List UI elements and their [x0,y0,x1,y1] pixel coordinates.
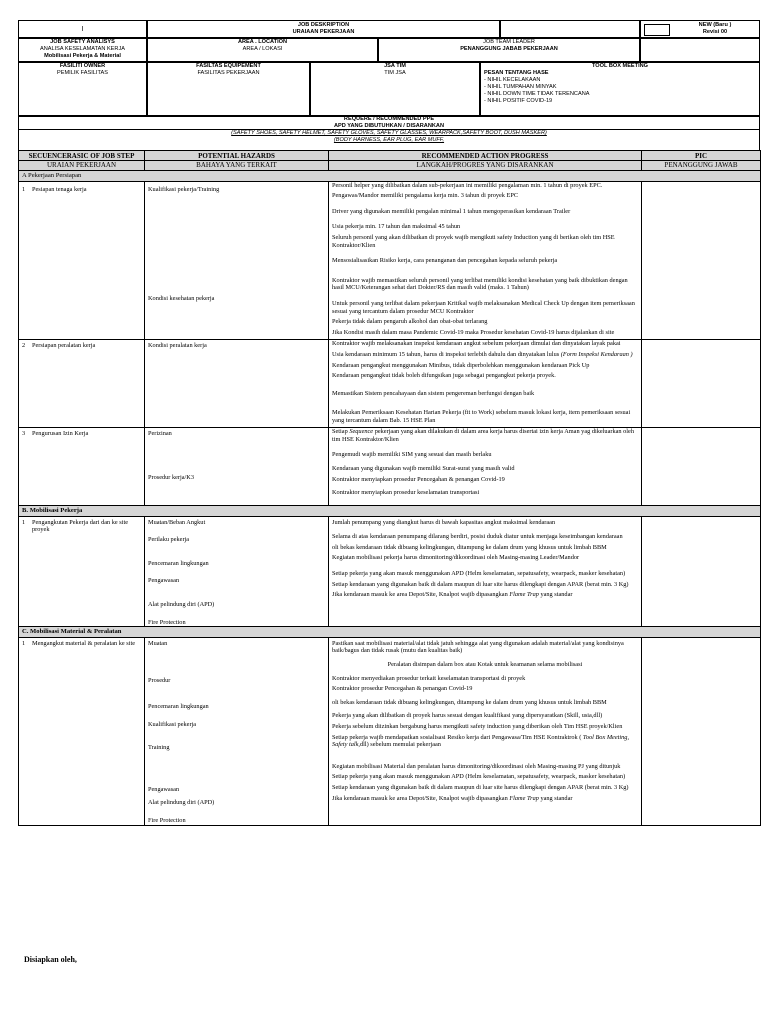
action-text: Kendaraan pengangkut tidak boleh difungsikan juga sebagai pengangkut pekerja proyek. [332,372,556,380]
table-row [19,181,761,340]
new-checkbox [644,24,670,36]
document-header [18,20,760,130]
team-sub: TIM JSA [384,70,406,76]
action-text: Pekerja tidak dalam pengaruh alkohol dan obat-obat terlarang [332,318,488,326]
area-title: AREA . LOCATION [237,39,288,45]
pic-cell [642,637,761,825]
section-b-title: B. Mobilisasi Pekerja [19,506,761,517]
table-row [19,516,761,627]
action-text: Jika kendaraan masuk ke area Depot/Site, Knalpot wajib dipasangkan Flame Trap yang standar [332,794,573,802]
action-text: Setiap kendaraan yang digunakan baik di dalam maupun di luar site harus dilengkapi dengan APAR (berat min. 3 Kg) [332,580,629,588]
pic-cell [642,181,761,340]
col-hazard-sub: BAHAYA YANG TERKAIT [145,161,329,171]
hazard-text: Pengawasan [148,785,180,793]
pic-cell [642,516,761,627]
hse-item: - NIHIL POSITIF COVID-19 [484,98,553,104]
column-header-row [19,151,761,161]
job-description-cell [147,20,500,38]
action-text: Pekerja yang akan dilibatkan di proyek harus sesuai dengan kualifikasi yang dipersyaratkan (Skill, usia,dll) [332,712,603,720]
hazard-text: Alat pelindung diri (APD) [148,601,215,608]
hazard-text: Kualifikasi pekerja/Training [148,185,220,193]
action-text: Pekerja sebelum diizinkan bergabung harus mengikuti safety induction yang diberikan oleh Tim HSE proyek/Klien [332,722,623,730]
owner-title: FASILITI OWNER [59,63,106,69]
col-hazard-header: POTENTIAL HAZARDS [145,151,329,161]
pic-cell [642,340,761,428]
leader-sub: PENANGGUNG JABAB PEKERJAAN [460,46,558,52]
job-description-sub: URAIAAN PEKERJAAN [292,29,355,35]
action-text: Untuk personil yang terlibat dalam pekerjaan Kritikal wajib melaksanakan Medical Check Up dengan item pemeriksaan sesuai yang tercantum dalam prosedur MCU Kontraktor [332,299,635,315]
table-row [19,637,761,825]
hazard-text: Perizinan [148,430,172,438]
section-a-title: A Pekerjaan Persiapan [19,171,761,182]
hazard-cell [145,181,329,340]
col-step-sub: URAIAN PEKERJAAN [19,161,145,171]
action-text: Setiap Sequence pekerjaan yang akan dilakukan di dalam area kerja harus disertai izin kerja Aman yag dikeluarkan oleh tim HSE Kontraktor/Klien [332,428,634,444]
step-number: 1 [22,518,26,526]
action-text: Kendaraan yang digunakan wajib memiliki Surat-surat yang masih valid [332,465,515,473]
action-text: Mensosialisasikan Risiko kerja, cara penanganan dan pencegahan kepada seluruh pekerja [332,257,558,265]
section-c-title: C. Mobilisasi Material & Peralatan [19,627,761,638]
header-blank-cell [500,20,640,38]
step-number: 3 [22,430,26,438]
area-cell [147,38,378,62]
ppe-title: REQUERE / RECOMMENDED PPE [343,116,435,122]
jsa-document [18,20,760,826]
action-text: Usia kendaraan minimum 15 tahun, harus di inspeksi terlebih dahulu dan dinyatakan lulus (Form Inspeksi Kendaraan ) [332,350,633,358]
step-number: 1 [22,639,26,647]
action-text: Kontraktor prosedur Pencegahan & penangan Covid-19 [332,685,473,693]
table-row [19,428,761,506]
action-text: Setiap pekerja yang akan masuk menggunakan APD (Helm keselamatan, sepatusafety, wearpack, masker kesehatan) [332,773,626,781]
action-text: Pastikan saat mobilisasi material/alat tidak jatuh sehingga alat yang digunakan adalah material/alat yang kondisinya baik/bagus dan tidak rusak (mutu dan kualitas baik) [332,639,624,655]
action-cell [329,428,642,506]
prepared-by-label: Disiapkan oleh, [24,955,77,964]
step-text: Mengangkut material & peralatan ke site [32,639,135,647]
action-text: Kontraktor wajib memastikan seluruh personil yang terlibat memiliki kondisi kesehatan yang baik dibuktikan dengan hasil MCU/Keterangan sehat dari Dokter/RS dan masih valid (maks. 1 Tahun) [332,276,628,292]
area-sub: AREA / LOKASI [242,46,283,52]
hse-item: - NIHIL KECELAKAAN [484,77,541,83]
action-text: Jika kendaraan masuk ke area Depot/Site, Knalpot wajib dipasangkan Flame Trap yang standar [332,591,573,599]
action-cell [329,340,642,428]
hazard-text: Alat pelindung diri (APD) [148,799,215,807]
action-text: Kendaraan pengangkut menggunakan Minibus, tidak diperbolehkan menggunakan kendaraan Pick Up [332,361,590,369]
action-text: Kontraktor menyediakan prosedur terkait keselamatan transportasi di proyek [332,674,526,682]
action-text: Melakukan Pemeriksaan Kesehatan Harian Pekerja (fit to Work) sebelum masuk lokasi kerja, item pemeriksaan sesuai yang tercantum dalam Bab. 15 HSE Plan [332,409,631,424]
action-text: Kegiatan mobilisasi pekerja harus dimonitoring/dikoordinasi oleh Masing-masing Leader/Mandor [332,554,580,562]
step-text: Pengangkutan Pekerja dari dan ke site proyek [32,518,128,534]
hazard-text: Pencemaran lingkungan [148,702,209,710]
hazard-cell [145,637,329,825]
step-number: 2 [22,342,26,350]
action-text: Kontraktor menyiapkan prosedur Pencegahan & penangan Covid-19 [332,475,505,483]
step-cell [19,516,145,627]
hazard-text: Perilaku pekerja [148,536,190,544]
action-text: Pengawas/Mandor memiliki pengalama kerja min. 3 tahun di proyek EPC [332,192,519,200]
hazard-text: Training [148,744,170,752]
hazard-cell [145,516,329,627]
owner-sub: PEMILIK FASILITAS [57,70,108,76]
toolbox-cell [480,62,760,116]
action-text: Driver yang digunakan memiliki pengalan minimal 1 tahun mengoperasikan kendaraan Trailer [332,207,571,215]
jsa-subtitle: ANALISA KESELAMATAN KERJA [40,46,125,52]
hazard-text: Kondisi peralatan kerja [148,342,207,350]
hazard-text: Fire Protection [148,618,186,626]
hazard-text: Muatan [148,639,168,647]
ppe-list-1: (SAFETY SHOES, SAFETY HELMET, SAFETY GLOVES, SAFETY GLASSES, WEARPACK,SAFETY BOOT, DUSH MASKER) [231,130,547,136]
hazard-cell [145,340,329,428]
action-text: Setiap pekerja wajib mendapatkan sosialisasi Resiko kerja dari Pengawasa/Tim HSE Kontraktrok ( Tool Box Meeting, Safety talk,dll) sebelum memulai pekerjaan [332,733,630,749]
action-text: Jumlah penumpang yang diangkut harus di bawah kapasitas angkut maksimal kendaraan [332,518,556,526]
col-pic-header: PIC [642,151,761,161]
new-label: NEW (Baru ) [698,22,732,28]
col-pic-sub: PENANGGUNG JAWAB [642,161,761,171]
hazard-text: Pengawasan [148,577,180,585]
leader-title: JOB TEAM LEADER [483,39,535,45]
action-text: Setiap kendaraan yang digunakan baik di dalam maupun di luar site harus dilengkapi dengan APAR (berat min. 3 Kg) [332,783,629,791]
action-cell [329,181,642,340]
equipment-sub: FASILITAS PEKERJAAN [197,70,260,76]
job-name: Mobilisasi Pekerja & Material [44,53,121,59]
hse-title: PESAN TENTANG HASE [484,70,549,76]
hse-item: - NIHIL TUMPAHAN MINYAK [484,84,557,90]
action-cell [329,516,642,627]
ppe-list-2: (BODY HARNESS, EAR PLUG, EAR MUFF, [333,137,445,143]
step-text: Pesiapan tenaga kerja [32,185,87,193]
column-subheader-row [19,161,761,171]
section-b-row [19,506,761,517]
team-cell [310,62,480,116]
action-text: oli bekas kendaraan tidak dibuang kelingkungan, ditampung ke dalam drum yang khusus untuk limbah BBM [332,543,607,551]
action-text: Selama di atas kendaraan penumpang dilarang berdiri, posisi duduk diatur untuk menjaga keseimbangan kendaraan [332,533,623,541]
col-step-header: SECUENCERASIC OF JOB STEP [19,151,145,161]
action-text: Memastikan Sistem pencahayaan dan sistem pengereman berfungsi dengan baik [332,389,535,397]
col-action-sub: LANGKAH/PROGRES YANG DISARANKAN [329,161,642,171]
step-text: Pengurusan Izin Kerja [32,430,89,438]
action-text: Seluruh personil yang akan dilibatkan di proyek wajib mengikuti safety Induction yang di berikan oleh tim HSE Kontraktor/Klien [332,233,615,249]
revision-cell [640,20,760,38]
step-cell [19,181,145,340]
team-title: JSA TIM [384,63,406,69]
section-c-row [19,627,761,638]
jsa-title: JOB SAFETY ANALISYS [50,39,115,45]
action-text: oli bekas kendaraan tidak dibuang kelingkungan, ditampung ke dalam drum yang khusus untuk limbah BBM [332,698,607,706]
hazard-cell [145,428,329,506]
hazard-text: Fire Protection [148,816,186,824]
hazard-text: Prosedur [148,677,171,685]
owner-cell [18,62,147,116]
step-cell [19,428,145,506]
action-cell [329,637,642,825]
col-action-header: RECOMMENDED ACTION PROGRESS [329,151,642,161]
action-text: Peralatan disimpan dalam box atau Kotak untuk keamanan selama mobilisasi [387,660,583,668]
step-text: Persiapan peralatan kerja [32,342,96,350]
equipment-title: FASILTAS EQUIPEMENT [196,63,261,69]
hse-messages [481,70,759,105]
ppe-block [18,116,760,150]
revision-label: Revisi 00 [702,29,728,35]
action-text: Kontraktor wajib melaksanakan inspeksi kendaraan angkut sebelum pekerjaan dimulai dan dinyatakan layak pakai [332,340,621,348]
toolbox-title: TOOL BOX MEETING [591,63,649,69]
jsa-title-cell [18,38,147,62]
equipment-cell [147,62,310,116]
jsa-table [18,150,761,826]
table-row [19,340,761,428]
hazard-text: Muatan/Beban Angkut [148,518,206,526]
action-text: Setiap pekerja yang akan masuk menggunakan APD (Helm keselamatan, sepatusafety, wearpack, masker kesehatan) [332,570,626,577]
step-cell [19,340,145,428]
action-text: Kontraktor menyiapkan prosedur keselamatan transportasi [332,489,480,497]
section-a-row [19,171,761,182]
step-cell [19,637,145,825]
leader-cell [378,38,640,62]
header-mark: I [81,26,84,33]
header-empty-cell [640,38,760,62]
action-text: Personil helper yang dilibatkan dalam sub-pekerjaan ini memiliki pengalaman min. 1 tahun di proyek EPC. [332,181,603,189]
header-mark-cell [18,20,147,38]
action-text: Pengemudi wajib memiliki SIM yang sesuai dan masih berlaku [332,450,492,458]
action-text: Usia pekerja min. 17 tahun dan maksimal 45 tahun [332,223,461,231]
job-description-title: JOB DESKRIPTION [297,22,350,28]
hazard-text: Pencemaran lingkungan [148,559,209,567]
hse-item: - NIHIL DOWN TIME TIDAK TERENCANA [484,91,590,97]
hazard-text: Prosedur kerja/K3 [148,474,194,482]
action-text: Jika Kondisi masih dalam masa Pandemic Covid-19 maka Prosedur kesehatan Covid-19 harus dijalankan di site [332,328,615,336]
step-number: 1 [22,185,26,193]
pic-cell [642,428,761,506]
ppe-subtitle: APD YANG DIBUTUHKAN / DISARANKAN [333,123,445,129]
hazard-text: Kualifikasi pekerja [148,720,197,728]
action-text: Kegiatan mobilisasi Material dan peralatan harus dimonitoring/dikoordinasi oleh Masing-masing PJ yang ditunjuk [332,762,621,770]
hazard-text: Kondisi kesehatan pekerja [148,295,215,303]
